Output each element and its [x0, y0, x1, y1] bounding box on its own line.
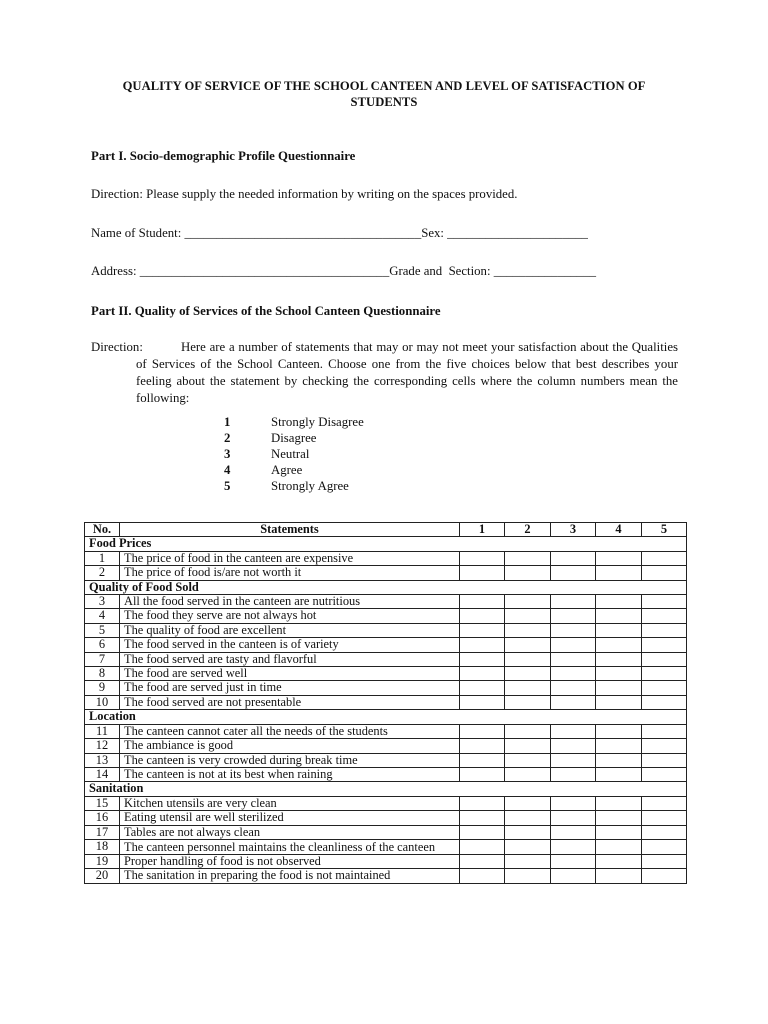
rating-cell-1[interactable]	[460, 566, 505, 580]
rating-cell-5[interactable]	[642, 767, 687, 781]
rating-cell-1[interactable]	[460, 695, 505, 709]
header-col-5: 5	[642, 523, 687, 537]
rating-cell-3[interactable]	[551, 566, 596, 580]
rating-cell-1[interactable]	[460, 724, 505, 738]
statement-text: Eating utensil are well sterilized	[120, 811, 460, 825]
rating-cell-2[interactable]	[505, 695, 551, 709]
statement-number: 5	[85, 623, 120, 637]
table-row	[85, 652, 687, 666]
rating-cell-2[interactable]	[505, 869, 551, 883]
statement-number: 7	[85, 652, 120, 666]
rating-cell-4[interactable]	[596, 652, 642, 666]
rating-cell-3[interactable]	[551, 811, 596, 825]
rating-cell-5[interactable]	[642, 796, 687, 810]
rating-cell-5[interactable]	[642, 739, 687, 753]
table-row	[85, 825, 687, 839]
statement-text: The canteen personnel maintains the cleanliness of the canteen	[120, 839, 460, 854]
rating-cell-4[interactable]	[596, 825, 642, 839]
statement-text: Tables are not always clean	[120, 825, 460, 839]
rating-cell-2[interactable]	[505, 681, 551, 695]
legend-row	[224, 414, 364, 430]
statement-number: 11	[85, 724, 120, 738]
rating-cell-2[interactable]	[505, 811, 551, 825]
statement-number: 15	[85, 796, 120, 810]
rating-cell-4[interactable]	[596, 595, 642, 609]
statement-text: All the food served in the canteen are nutritious	[120, 595, 460, 609]
rating-cell-2[interactable]	[505, 595, 551, 609]
table-row	[85, 854, 687, 868]
rating-cell-5[interactable]	[642, 869, 687, 883]
legend-number: 3	[224, 447, 231, 461]
header-col-4: 4	[596, 523, 642, 537]
rating-cell-4[interactable]	[596, 681, 642, 695]
legend-label: Disagree	[271, 431, 317, 445]
legend-row	[224, 462, 364, 478]
section-title: Location	[85, 710, 687, 724]
rating-cell-1[interactable]	[460, 854, 505, 868]
statement-number: 6	[85, 638, 120, 652]
statement-number: 9	[85, 681, 120, 695]
header-col-2: 2	[505, 523, 551, 537]
rating-cell-2[interactable]	[505, 551, 551, 565]
rating-cell-3[interactable]	[551, 681, 596, 695]
direction-label: Direction:	[91, 340, 143, 354]
statement-text: The food served are tasty and flavorful	[120, 652, 460, 666]
rating-cell-1[interactable]	[460, 681, 505, 695]
rating-cell-4[interactable]	[596, 753, 642, 767]
statement-number: 1	[85, 551, 120, 565]
table-row	[85, 724, 687, 738]
rating-cell-5[interactable]	[642, 667, 687, 681]
statement-text: Proper handling of food is not observed	[120, 854, 460, 868]
rating-cell-1[interactable]	[460, 623, 505, 637]
table-row	[85, 695, 687, 709]
rating-cell-2[interactable]	[505, 767, 551, 781]
rating-cell-1[interactable]	[460, 638, 505, 652]
rating-cell-1[interactable]	[460, 767, 505, 781]
table-row	[85, 739, 687, 753]
table-row	[85, 609, 687, 623]
rating-cell-3[interactable]	[551, 753, 596, 767]
rating-cell-3[interactable]	[551, 638, 596, 652]
rating-cell-1[interactable]	[460, 595, 505, 609]
statement-number: 18	[85, 839, 120, 854]
rating-cell-2[interactable]	[505, 667, 551, 681]
rating-cell-3[interactable]	[551, 767, 596, 781]
statement-text: The food are served well	[120, 667, 460, 681]
rating-cell-1[interactable]	[460, 869, 505, 883]
rating-cell-5[interactable]	[642, 811, 687, 825]
statement-text: The food served in the canteen is of variety	[120, 638, 460, 652]
rating-cell-2[interactable]	[505, 652, 551, 666]
statement-text: Kitchen utensils are very clean	[120, 796, 460, 810]
rating-cell-2[interactable]	[505, 638, 551, 652]
rating-cell-3[interactable]	[551, 623, 596, 637]
rating-cell-5[interactable]	[642, 753, 687, 767]
rating-cell-5[interactable]	[642, 839, 687, 854]
direction-text: Here are a number of statements that may or may not meet your satisfaction about the Qualities of Services of the School Canteen. Choose one from the five choices below that best describes your feeling about the statement by checking the corresponding cells where the column numbers mean the following:	[136, 340, 678, 405]
rating-cell-2[interactable]	[505, 839, 551, 854]
table-row	[85, 566, 687, 580]
part2-direction	[91, 339, 678, 407]
rating-cell-1[interactable]	[460, 551, 505, 565]
statement-text: The ambiance is good	[120, 739, 460, 753]
rating-cell-2[interactable]	[505, 566, 551, 580]
statement-number: 16	[85, 811, 120, 825]
rating-cell-1[interactable]	[460, 825, 505, 839]
rating-cell-2[interactable]	[505, 739, 551, 753]
legend-row	[224, 430, 364, 446]
rating-cell-5[interactable]	[642, 825, 687, 839]
table-row	[85, 753, 687, 767]
rating-cell-4[interactable]	[596, 551, 642, 565]
legend-number: 1	[224, 415, 231, 429]
rating-cell-1[interactable]	[460, 667, 505, 681]
rating-cell-3[interactable]	[551, 667, 596, 681]
statement-number: 3	[85, 595, 120, 609]
rating-cell-4[interactable]	[596, 839, 642, 854]
questionnaire-table	[84, 522, 687, 884]
rating-cell-4[interactable]	[596, 767, 642, 781]
rating-cell-4[interactable]	[596, 566, 642, 580]
statement-number: 14	[85, 767, 120, 781]
rating-cell-3[interactable]	[551, 854, 596, 868]
table-row	[85, 796, 687, 810]
part1-heading: Part I. Socio-demographic Profile Questionnaire	[91, 149, 356, 163]
section-title: Food Prices	[85, 537, 687, 551]
rating-cell-2[interactable]	[505, 623, 551, 637]
rating-cell-2[interactable]	[505, 796, 551, 810]
rating-cell-3[interactable]	[551, 825, 596, 839]
rating-cell-5[interactable]	[642, 695, 687, 709]
statement-text: The price of food in the canteen are expensive	[120, 551, 460, 565]
part1-direction: Direction: Please supply the needed information by writing on the spaces provided.	[91, 187, 518, 201]
table-row	[85, 839, 687, 854]
document-title: QUALITY OF SERVICE OF THE SCHOOL CANTEEN AND LEVEL OF SATISFACTION OF STUDENTS	[122, 79, 646, 109]
statement-text: The food served are not presentable	[120, 695, 460, 709]
statement-number: 8	[85, 667, 120, 681]
table-header-row	[85, 523, 687, 537]
part2-heading: Part II. Quality of Services of the School Canteen Questionnaire	[91, 304, 441, 318]
rating-cell-5[interactable]	[642, 609, 687, 623]
rating-cell-3[interactable]	[551, 595, 596, 609]
statement-number: 17	[85, 825, 120, 839]
rating-cell-3[interactable]	[551, 609, 596, 623]
legend-number: 5	[224, 479, 231, 493]
table-row	[85, 638, 687, 652]
legend-row	[224, 478, 364, 494]
legend-number: 4	[224, 463, 231, 477]
rating-cell-5[interactable]	[642, 724, 687, 738]
header-no: No.	[85, 523, 120, 537]
statement-text: The food they serve are not always hot	[120, 609, 460, 623]
rating-cell-5[interactable]	[642, 551, 687, 565]
legend-number: 2	[224, 431, 231, 445]
rating-cell-2[interactable]	[505, 609, 551, 623]
table-row	[85, 667, 687, 681]
rating-cell-5[interactable]	[642, 681, 687, 695]
header-col-3: 3	[551, 523, 596, 537]
rating-cell-1[interactable]	[460, 652, 505, 666]
statement-text: The sanitation in preparing the food is not maintained	[120, 869, 460, 883]
statement-text: The quality of food are excellent	[120, 623, 460, 637]
rating-cell-4[interactable]	[596, 638, 642, 652]
section-title: Quality of Food Sold	[85, 580, 687, 594]
legend-label: Agree	[271, 463, 303, 477]
header-statements: Statements	[120, 523, 460, 537]
rating-cell-5[interactable]	[642, 652, 687, 666]
statement-number: 12	[85, 739, 120, 753]
rating-cell-5[interactable]	[642, 595, 687, 609]
legend-label: Strongly Disagree	[271, 415, 364, 429]
rating-cell-4[interactable]	[596, 854, 642, 868]
table-row	[85, 681, 687, 695]
statement-number: 2	[85, 566, 120, 580]
address-grade-field-line[interactable]: Address: _______________________________________Grade and Section: ________________	[91, 264, 597, 278]
rating-cell-4[interactable]	[596, 623, 642, 637]
rating-cell-1[interactable]	[460, 739, 505, 753]
scale-legend	[224, 414, 364, 494]
statement-text: The canteen cannot cater all the needs of the students	[120, 724, 460, 738]
rating-cell-2[interactable]	[505, 854, 551, 868]
rating-cell-5[interactable]	[642, 566, 687, 580]
rating-cell-1[interactable]	[460, 796, 505, 810]
legend-row	[224, 446, 364, 462]
legend-label: Strongly Agree	[271, 479, 349, 493]
rating-cell-5[interactable]	[642, 638, 687, 652]
rating-cell-2[interactable]	[505, 825, 551, 839]
statement-text: The price of food is/are not worth it	[120, 566, 460, 580]
rating-cell-2[interactable]	[505, 724, 551, 738]
rating-cell-2[interactable]	[505, 753, 551, 767]
section-row	[85, 710, 687, 724]
table-body	[85, 537, 687, 883]
rating-cell-4[interactable]	[596, 869, 642, 883]
rating-cell-1[interactable]	[460, 753, 505, 767]
rating-cell-4[interactable]	[596, 667, 642, 681]
rating-cell-3[interactable]	[551, 869, 596, 883]
name-sex-field-line[interactable]: Name of Student: _____________________________________Sex: ______________________	[91, 226, 588, 240]
statement-text: The canteen is not at its best when raining	[120, 767, 460, 781]
header-col-1: 1	[460, 523, 505, 537]
section-title: Sanitation	[85, 782, 687, 796]
rating-cell-4[interactable]	[596, 739, 642, 753]
rating-cell-4[interactable]	[596, 609, 642, 623]
table-row	[85, 869, 687, 883]
rating-cell-1[interactable]	[460, 839, 505, 854]
rating-cell-5[interactable]	[642, 623, 687, 637]
legend-label: Neutral	[271, 447, 310, 461]
section-row	[85, 580, 687, 594]
table-row	[85, 623, 687, 637]
rating-cell-3[interactable]	[551, 724, 596, 738]
section-row	[85, 537, 687, 551]
table-row	[85, 811, 687, 825]
table-row	[85, 595, 687, 609]
statement-text: The canteen is very crowded during break time	[120, 753, 460, 767]
table-row	[85, 767, 687, 781]
rating-cell-1[interactable]	[460, 811, 505, 825]
table-row	[85, 551, 687, 565]
rating-cell-3[interactable]	[551, 839, 596, 854]
rating-cell-1[interactable]	[460, 609, 505, 623]
rating-cell-4[interactable]	[596, 811, 642, 825]
statement-number: 19	[85, 854, 120, 868]
rating-cell-4[interactable]	[596, 724, 642, 738]
statement-number: 4	[85, 609, 120, 623]
rating-cell-3[interactable]	[551, 796, 596, 810]
rating-cell-5[interactable]	[642, 854, 687, 868]
statement-text: The food are served just in time	[120, 681, 460, 695]
statement-number: 13	[85, 753, 120, 767]
statement-number: 10	[85, 695, 120, 709]
rating-cell-4[interactable]	[596, 796, 642, 810]
section-row	[85, 782, 687, 796]
statement-number: 20	[85, 869, 120, 883]
rating-cell-3[interactable]	[551, 739, 596, 753]
rating-cell-3[interactable]	[551, 652, 596, 666]
rating-cell-4[interactable]	[596, 695, 642, 709]
rating-cell-3[interactable]	[551, 695, 596, 709]
rating-cell-3[interactable]	[551, 551, 596, 565]
